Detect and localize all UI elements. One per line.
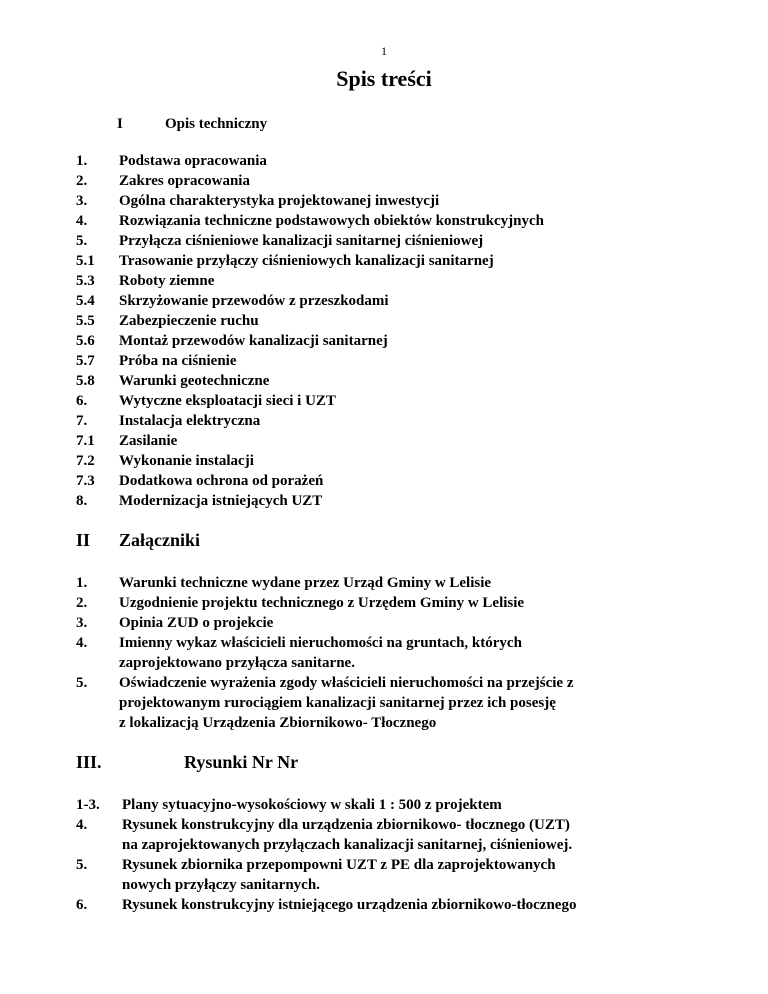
- item-number: 4.: [76, 635, 88, 651]
- item-text: Wykonanie instalacji: [119, 453, 254, 469]
- item-text: Zasilanie: [119, 433, 178, 449]
- item-number: 3.: [76, 193, 88, 209]
- item-number: 3.: [76, 615, 88, 631]
- item-text: Opinia ZUD o projekcie: [119, 615, 274, 631]
- item-text: na zaprojektowanych przyłączach kanalizacji sanitarnej, ciśnieniowej.: [122, 837, 573, 853]
- page-number: 1: [381, 44, 387, 58]
- item-number: 5.5: [76, 313, 95, 329]
- item-text: zaprojektowano przyłącza sanitarne.: [119, 655, 355, 671]
- section3-heading: Rysunki Nr Nr: [184, 752, 299, 772]
- section1-roman: I: [117, 116, 123, 132]
- item-number: 8.: [76, 493, 88, 509]
- item-number: 7.: [76, 413, 88, 429]
- item-number: 5.3: [76, 273, 95, 289]
- item-number: 7.2: [76, 453, 95, 469]
- item-number: 6.: [76, 897, 88, 913]
- item-text: Ogólna charakterystyka projektowanej inwestycji: [119, 193, 440, 209]
- item-number: 5.4: [76, 293, 95, 309]
- item-text: Imienny wykaz właścicieli nieruchomości na gruntach, których: [119, 635, 522, 651]
- section2-roman: II: [76, 530, 91, 550]
- item-number: 5.8: [76, 373, 95, 389]
- item-text: Uzgodnienie projektu technicznego z Urzędem Gminy w Lelisie: [119, 595, 525, 611]
- item-text: projektowanym rurociągiem kanalizacji sanitarnej przez ich posesję: [119, 695, 556, 711]
- item-text: Dodatkowa ochrona od porażeń: [119, 473, 324, 489]
- item-text: Oświadczenie wyrażenia zgody właścicieli nieruchomości na przejście z: [119, 675, 574, 691]
- item-text: Modernizacja istniejących UZT: [119, 493, 323, 509]
- item-text: Warunki geotechniczne: [119, 373, 270, 389]
- item-text: Rysunek zbiornika przepompowni UZT z PE dla zaprojektowanych: [122, 857, 556, 873]
- section1-heading: Opis techniczny: [165, 116, 268, 132]
- item-text: Rysunek konstrukcyjny dla urządzenia zbiornikowo- tłocznego (UZT): [122, 817, 570, 833]
- item-text: z lokalizacją Urządzenia Zbiornikowo- Tłocznego: [119, 715, 437, 731]
- item-number: 4.: [76, 213, 88, 229]
- item-text: Rozwiązania techniczne podstawowych obiektów konstrukcyjnych: [119, 213, 545, 229]
- item-number: 5.: [76, 233, 88, 249]
- item-text: Instalacja elektryczna: [119, 413, 261, 429]
- item-text: Roboty ziemne: [119, 273, 215, 289]
- item-text: Podstawa opracowania: [119, 153, 267, 169]
- item-number: 5.1: [76, 253, 95, 269]
- item-number: 5.6: [76, 333, 95, 349]
- item-number: 6.: [76, 393, 88, 409]
- item-text: nowych przyłączy sanitarnych.: [122, 877, 320, 893]
- item-text: Zakres opracowania: [119, 173, 250, 189]
- item-number: 1.: [76, 575, 88, 591]
- item-number: 7.1: [76, 433, 95, 449]
- item-number: 4.: [76, 817, 88, 833]
- item-number: 5.: [76, 857, 88, 873]
- item-text: Przyłącza ciśnieniowe kanalizacji sanitarnej ciśnieniowej: [119, 233, 484, 249]
- item-text: Warunki techniczne wydane przez Urząd Gminy w Lelisie: [119, 575, 492, 591]
- page-title: Spis treści: [336, 66, 432, 91]
- item-text: Trasowanie przyłączy ciśnieniowych kanalizacji sanitarnej: [119, 253, 494, 269]
- item-text: Skrzyżowanie przewodów z przeszkodami: [119, 293, 389, 309]
- item-text: Montaż przewodów kanalizacji sanitarnej: [119, 333, 388, 349]
- item-text: Plany sytuacyjno-wysokościowy w skali 1 : 500 z projektem: [122, 797, 502, 813]
- item-text: Zabezpieczenie ruchu: [119, 313, 259, 329]
- item-number: 2.: [76, 595, 88, 611]
- item-number: 1.: [76, 153, 88, 169]
- section2-heading: Załączniki: [119, 530, 201, 550]
- section3-roman: III.: [76, 752, 102, 772]
- item-text: Próba na ciśnienie: [119, 353, 237, 369]
- item-text: Wytyczne eksploatacji sieci i UZT: [119, 393, 336, 409]
- item-number: 1-3.: [76, 797, 100, 813]
- item-text: Rysunek konstrukcyjny istniejącego urządzenia zbiornikowo-tłocznego: [122, 897, 577, 913]
- item-number: 2.: [76, 173, 88, 189]
- item-number: 5.: [76, 675, 88, 691]
- item-number: 7.3: [76, 473, 95, 489]
- item-number: 5.7: [76, 353, 95, 369]
